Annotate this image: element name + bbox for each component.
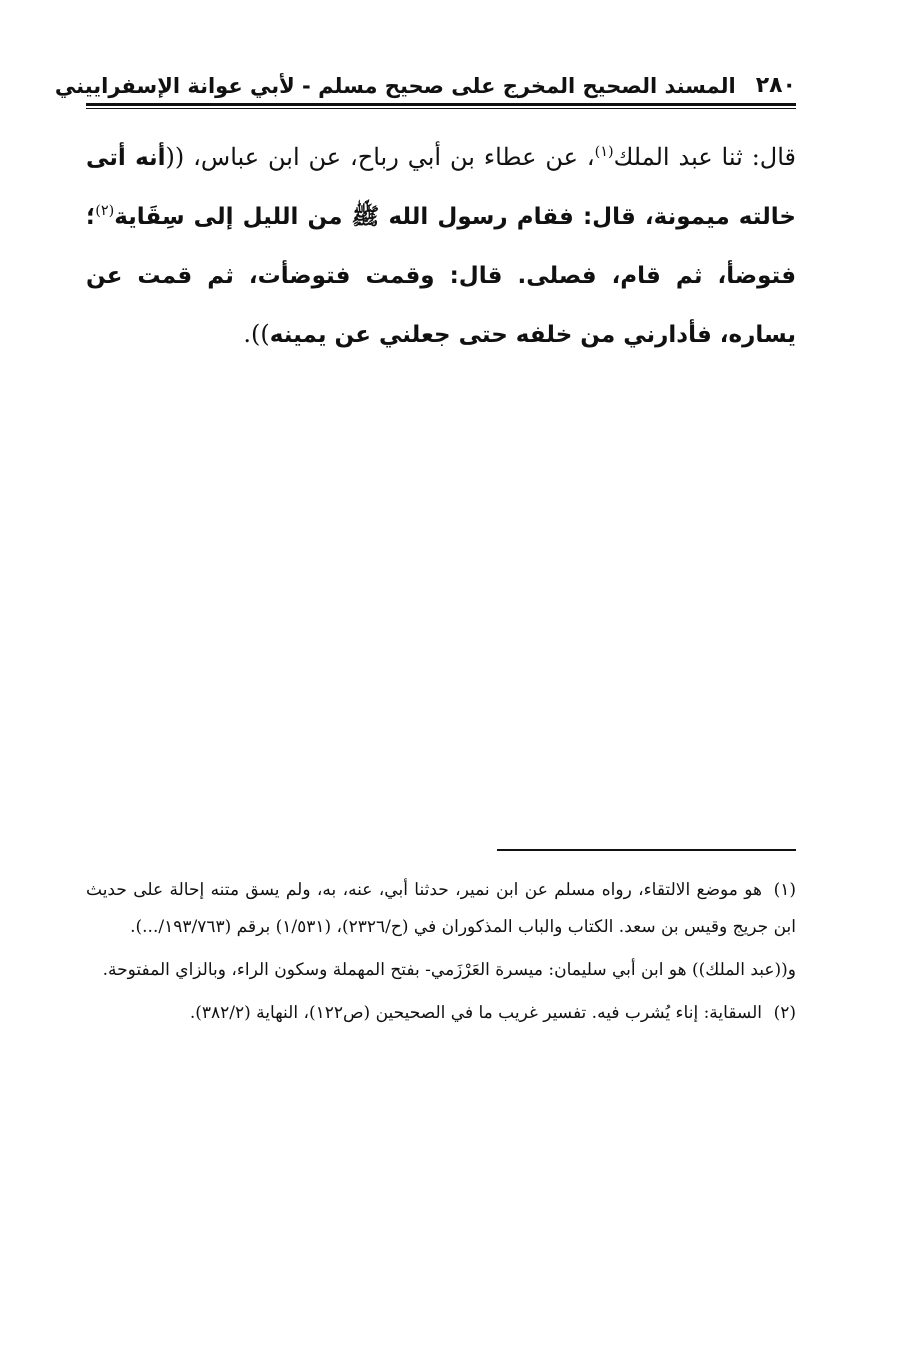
header-rule-thick [86, 103, 796, 106]
footnote-ref-2: (٢) [95, 203, 115, 219]
footnote-separator [497, 849, 796, 851]
book-title: المسند الصحيح المخرج على صحيح مسلم - لأبي عوانة الإسفراييني [54, 74, 736, 98]
header-rule-thin [86, 108, 796, 109]
running-header [54, 66, 796, 100]
footnote-2-number: (٢) [773, 1003, 796, 1023]
footnote-1 [86, 872, 796, 946]
narration-intro: قال: ثنا عبد الملك [613, 143, 796, 171]
footnote-1-note-text: و((عبد الملك)) هو ابن أبي سليمان: ميسرة العَرْزَمي- بفتح المهملة وسكون الراء، وبالزاي المفتوحة. [102, 960, 796, 980]
footnote-2-text: السقاية: إناء يُشرب فيه. تفسير غريب ما في الصحيحين (ص١٢٢)، النهاية (٣٨٢/٢). [189, 1003, 762, 1023]
hadith-paragraph [86, 128, 796, 364]
closing-quote: )).‏ [243, 320, 270, 348]
footnote-2 [86, 995, 796, 1032]
footnotes [86, 872, 796, 1038]
hadith-text-part1: أنه أتى خالته ميمونة، قال: فقام رسول الله ﷺ من الليل إلى سِقَاية [86, 145, 796, 230]
hadith-text-part2: ؛ فتوضأ، ثم قام، فصلى. قال: وقمت فتوضأت، ثم قمت عن يساره، فأدارني من خلفه حتى جعلني عن يمينه [86, 204, 796, 348]
narration-chain: ، عن عطاء بن أبي رباح، عن ابن عباس، (( [165, 143, 595, 171]
page-number: ٢٨٠ [755, 73, 796, 98]
footnote-ref-1: (١) [594, 144, 614, 160]
footnote-1-note [86, 952, 796, 989]
footnote-1-text: هو موضع الالتقاء، رواه مسلم عن ابن نمير، حدثنا أبي، عنه، به، ولم يسق متنه إحالة على حديث ابن جريج وقيس بن سعد. الكتاب والباب المذكوران في (ح/٢٣٢٦)، (١/٥٣١) برقم (١٩٣/٧٦٣/...). [86, 880, 796, 937]
footnote-1-number: (١) [773, 880, 796, 900]
